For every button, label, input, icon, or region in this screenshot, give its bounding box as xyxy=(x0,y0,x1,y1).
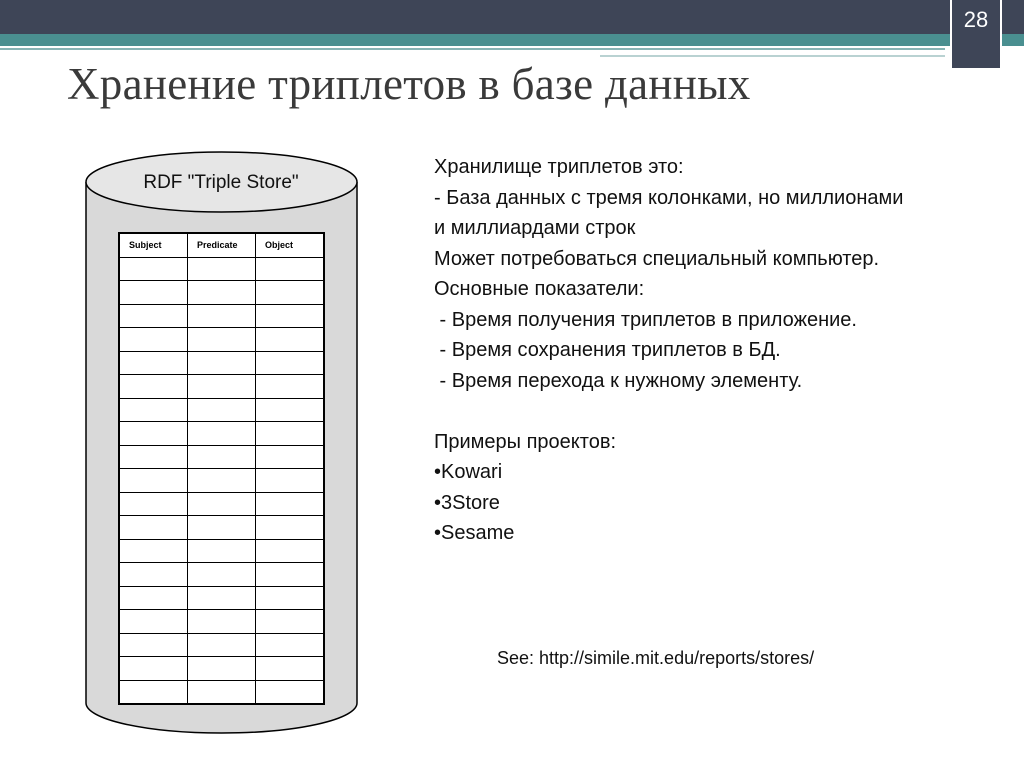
table-cell xyxy=(119,422,188,446)
table-cell xyxy=(188,281,256,305)
table-cell xyxy=(256,586,325,610)
table-row xyxy=(119,445,324,469)
header-bar xyxy=(0,0,1024,34)
table-cell xyxy=(188,351,256,375)
table-row xyxy=(119,398,324,422)
table-cell xyxy=(256,633,325,657)
table-cell xyxy=(256,328,325,352)
table-cell xyxy=(188,586,256,610)
table-cell xyxy=(188,328,256,352)
table-cell xyxy=(256,398,325,422)
table-cell xyxy=(119,445,188,469)
table-cell xyxy=(119,304,188,328)
info-line: Примеры проектов: xyxy=(434,430,617,453)
table-cell xyxy=(256,445,325,469)
table-header-row xyxy=(119,233,324,257)
table-cell xyxy=(256,516,325,540)
table-row xyxy=(119,633,324,657)
info-line: •Sesame xyxy=(434,522,515,544)
table-cell xyxy=(188,469,256,493)
table-row xyxy=(119,680,324,704)
reference-link: See: http://simile.mit.edu/reports/stores/ xyxy=(497,648,815,668)
table-cell xyxy=(119,351,188,375)
slide-title: Хранение триплетов в базе данных xyxy=(67,59,751,109)
table-cell xyxy=(256,351,325,375)
table-cell xyxy=(119,680,188,704)
info-line: Основные показатели: xyxy=(434,278,645,300)
table-cell xyxy=(188,304,256,328)
table-row xyxy=(119,469,324,493)
table-cell xyxy=(119,586,188,610)
table-row xyxy=(119,351,324,375)
table-row xyxy=(119,516,324,540)
table-cell xyxy=(256,469,325,493)
table-cell xyxy=(256,680,325,704)
table-row xyxy=(119,304,324,328)
table-cell xyxy=(119,469,188,493)
table-cell xyxy=(256,304,325,328)
table-row xyxy=(119,657,324,681)
table-cell xyxy=(188,492,256,516)
table-row xyxy=(119,328,324,352)
column-header-predicate: Predicate xyxy=(188,233,256,257)
table-cell xyxy=(119,398,188,422)
table-cell xyxy=(119,516,188,540)
table-cell xyxy=(188,398,256,422)
column-header-object: Object xyxy=(256,233,325,257)
table-cell xyxy=(188,563,256,587)
table-cell xyxy=(119,563,188,587)
info-text-block xyxy=(434,152,903,549)
table-row xyxy=(119,422,324,446)
table-cell xyxy=(119,633,188,657)
info-line: - Время сохранения триплетов в БД. xyxy=(434,339,781,361)
info-line xyxy=(434,396,903,427)
table-cell xyxy=(188,633,256,657)
table-cell xyxy=(188,680,256,704)
table-cell xyxy=(188,610,256,634)
page-number: 28 xyxy=(963,7,989,32)
table-cell xyxy=(188,516,256,540)
info-line: Может потребоваться специальный компьютер. xyxy=(434,247,879,270)
table-cell xyxy=(256,375,325,399)
table-cell xyxy=(188,445,256,469)
table-row xyxy=(119,586,324,610)
info-line: - Время перехода к нужному элементу. xyxy=(434,369,803,392)
table-cell xyxy=(256,563,325,587)
info-line: •3Store xyxy=(434,491,500,514)
table-cell xyxy=(119,492,188,516)
table-row xyxy=(119,375,324,399)
table-cell xyxy=(256,422,325,446)
table-cell xyxy=(188,422,256,446)
table-cell xyxy=(256,281,325,305)
triple-table xyxy=(118,232,325,705)
table-body xyxy=(119,257,324,704)
table-row xyxy=(119,281,324,305)
table-cell xyxy=(119,657,188,681)
info-line: - База данных с тремя колонками, но миллионами xyxy=(434,186,904,209)
table-cell xyxy=(256,257,325,281)
table-cell xyxy=(256,492,325,516)
table-cell xyxy=(119,257,188,281)
header-divider-line xyxy=(0,48,945,50)
table-cell xyxy=(188,257,256,281)
header-accent-band xyxy=(0,34,1024,46)
table-cell xyxy=(119,375,188,399)
table-cell xyxy=(256,610,325,634)
table-row xyxy=(119,257,324,281)
table-cell xyxy=(188,539,256,563)
info-line: - Время получения триплетов в приложение. xyxy=(434,308,857,331)
table-cell xyxy=(119,281,188,305)
table-cell xyxy=(119,539,188,563)
table-cell xyxy=(256,657,325,681)
table-row xyxy=(119,563,324,587)
table-row xyxy=(119,610,324,634)
table-cell xyxy=(188,375,256,399)
triple-store-label: RDF "Triple Store" xyxy=(143,172,299,193)
table-row xyxy=(119,492,324,516)
table-cell xyxy=(256,539,325,563)
info-line: Хранилище триплетов это: xyxy=(434,156,684,178)
table-cell xyxy=(188,657,256,681)
info-line: и миллиардами строк xyxy=(434,217,636,239)
column-header-subject: Subject xyxy=(119,233,188,257)
table-row xyxy=(119,539,324,563)
table-cell xyxy=(119,328,188,352)
table-cell xyxy=(119,610,188,634)
info-line: •Kowari xyxy=(434,461,503,483)
header-divider-line-secondary xyxy=(600,55,945,57)
